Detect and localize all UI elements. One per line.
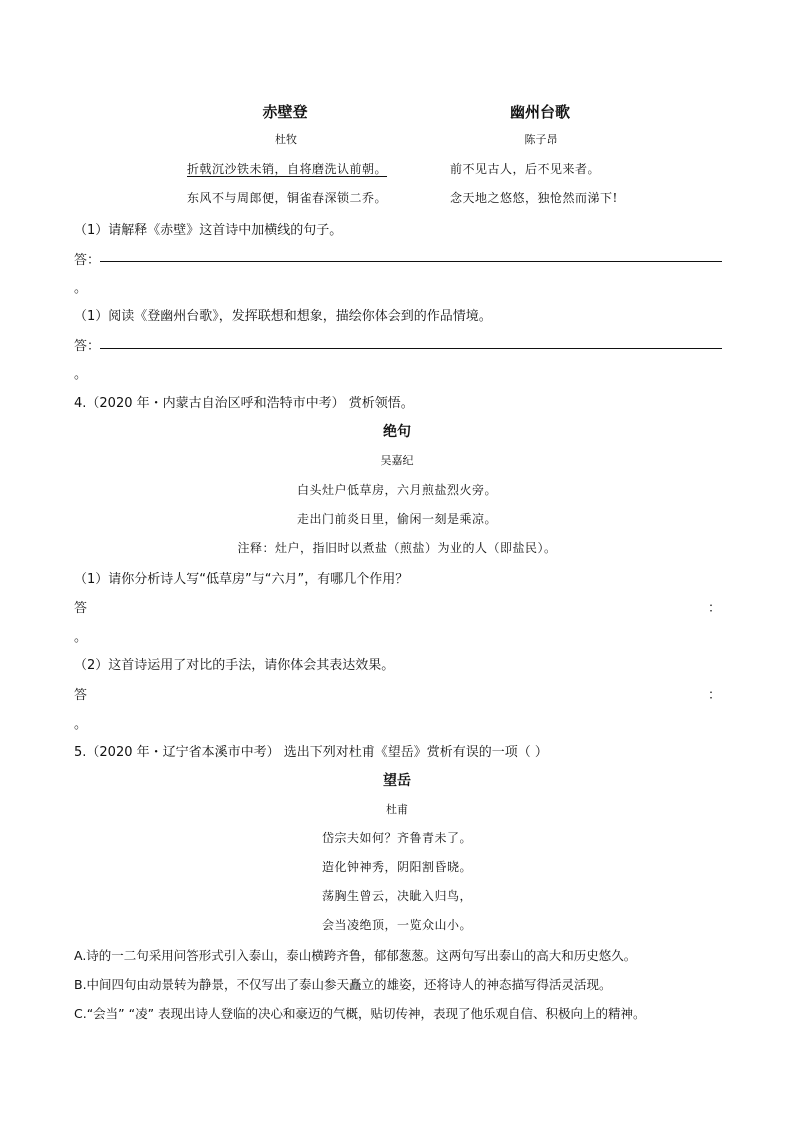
q5-option-c[interactable]: C.“会当” “凌” 表现出诗人登临的决心和豪迈的气概，贴切传神，表现了他乐观自信、积极向上的精神。 <box>74 1006 646 1021</box>
q5-stem: 5.（2020 年・辽宁省本溪市中考） 选出下列对杜甫《望岳》赏析有误的一项（ ） <box>74 745 548 760</box>
q3-sub2: （1）阅读《登幽州台歌》，发挥联想和想象，描绘你体会到的作品情境。 <box>74 309 492 324</box>
poem-youzhou-line2: 念天地之悠悠，独怆然而涕下! <box>450 191 618 205</box>
poem-chibi-author: 杜牧 <box>275 133 297 146</box>
q4-sub1: （1）请你分析诗人写“低草房”与“六月”，有哪几个作用？ <box>74 572 409 587</box>
q4-poem-title: 绝句 <box>383 424 411 440</box>
q4-answer2-end: 。 <box>74 717 88 732</box>
poem-youzhou-author: 陈子昂 <box>524 133 558 146</box>
q4-answer2-label: 答 <box>74 688 88 703</box>
q3-answer1-end: 。 <box>74 281 88 296</box>
q4-sub2: （2）这首诗运用了对比的手法，请你体会其表达效果。 <box>74 658 395 673</box>
q5-poem-line1: 岱宗夫如何？齐鲁青未了。 <box>321 831 473 845</box>
q3-sub1: （1）请解释《赤壁》这首诗中加横线的句子。 <box>74 223 343 238</box>
q3-answer2-end: 。 <box>74 367 88 382</box>
poem-chibi-title: 赤壁登 <box>262 103 308 121</box>
q5-poem-line3: 荡胸生曾云，决眦入归鸟， <box>321 889 473 903</box>
q5-poem-line4: 会当凌绝顶，一览众山小。 <box>321 918 473 932</box>
q4-answer1-label: 答 <box>74 601 88 616</box>
q5-poem-line2: 造化钟神秀，阴阳割昏晓。 <box>321 860 473 874</box>
q3-answer1-line[interactable] <box>100 261 722 262</box>
q3-answer1-label: 答： <box>74 253 101 268</box>
underlined-verse: 折戟沉沙铁未销，自将磨洗认前朝。 <box>187 162 388 176</box>
q5-poem-title: 望岳 <box>383 773 411 789</box>
poem-youzhou-title: 幽州台歌 <box>509 103 571 121</box>
q4-answer1-colon: ： <box>708 601 722 616</box>
poem-chibi-line2: 东风不与周郎便，铜雀春深锁二乔。 <box>187 191 388 205</box>
q4-poem-line1: 白头灶户低草房，六月煎盐烈火旁。 <box>296 483 498 497</box>
poem-chibi-line1 <box>187 160 387 177</box>
q4-poem-author: 吴嘉纪 <box>380 454 414 467</box>
q5-option-a[interactable]: A.诗的一二句采用问答形式引入泰山，泰山横跨齐鲁，郁郁葱葱。这两句写出泰山的高大和历史悠久。 <box>74 948 637 963</box>
q3-answer2-label: 答： <box>74 339 101 354</box>
q4-answer2-colon: ： <box>708 688 722 703</box>
q4-poem-note: 注释：灶户，指旧时以煮盐（煎盐）为业的人（即盐民）。 <box>237 541 557 555</box>
q3-answer2-line[interactable] <box>100 348 722 349</box>
q4-stem: 4.（2020 年・内蒙古自治区呼和浩特市中考） 赏析领悟。 <box>74 396 414 411</box>
q4-poem-line2: 走出门前炎日里，偷闲一刻是乘凉。 <box>296 512 498 526</box>
q5-option-b[interactable]: B.中间四句由动景转为静景，不仅写出了泰山参天矗立的雄姿，还将诗人的神态描写得活灵活现。 <box>74 977 612 992</box>
q4-answer1-end: 。 <box>74 630 88 645</box>
poem-youzhou-line1: 前不见古人，后不见来者。 <box>450 162 601 176</box>
q5-poem-author: 杜甫 <box>386 803 408 816</box>
